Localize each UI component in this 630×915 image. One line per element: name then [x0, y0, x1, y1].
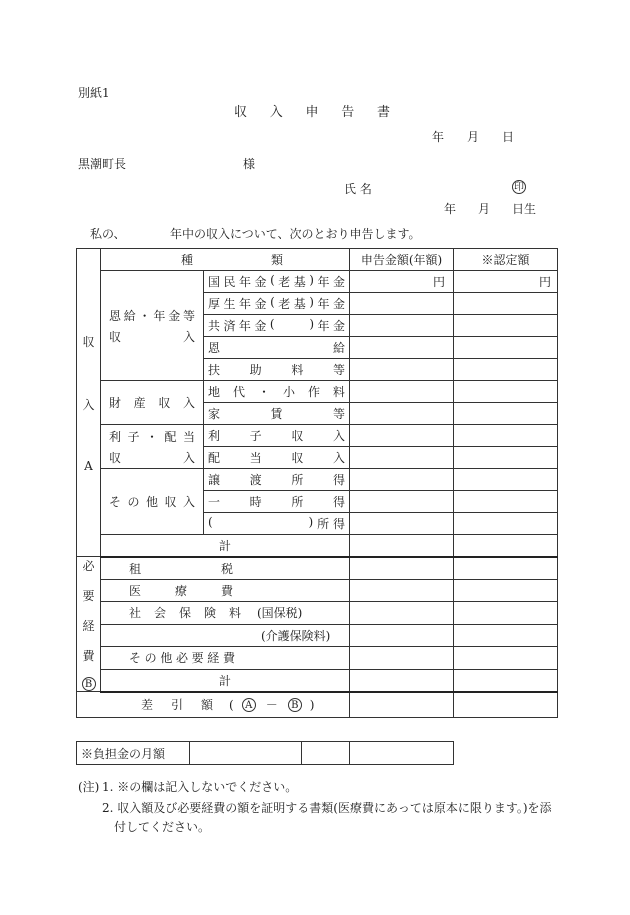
income-section-label: 収 入 A	[77, 249, 101, 557]
note-1: 1. ※の欄は記入しないでください。	[102, 780, 298, 794]
certified-cell	[454, 403, 558, 425]
certified-cell	[454, 491, 558, 513]
declared-cell[interactable]	[350, 557, 454, 580]
monthly-burden-label: ※負担金の月額	[77, 742, 190, 765]
certified-cell	[454, 425, 558, 447]
burden-cell	[190, 742, 302, 765]
attachment-label: 別紙1	[78, 86, 110, 100]
table-row	[77, 742, 454, 765]
item-mutual-pension: 共 済 年 金 ( ) 年 金	[204, 315, 350, 337]
item-custom-income: ( ) 所 得	[204, 513, 350, 535]
burden-cell	[350, 742, 454, 765]
certified-cell	[454, 579, 558, 602]
note-2-line-1: 2. 収入額及び必要経費の額を証明する書類(医療費にあっては原本に限ります。)を添	[102, 801, 552, 815]
certified-cell	[454, 669, 558, 692]
certified-cell	[454, 647, 558, 670]
note-2-line-2: 付してください。	[114, 820, 211, 834]
table-row	[77, 647, 558, 670]
form-title: 収 入 申 告 書	[234, 105, 390, 120]
income-subtotal-label: 計	[101, 535, 350, 557]
certified-cell	[454, 381, 558, 403]
declared-cell[interactable]	[350, 315, 454, 337]
name-label: 氏 名	[344, 182, 372, 196]
difference-label: 差 引 額 ( A － B )	[77, 692, 350, 718]
table-row	[77, 624, 558, 647]
item-employee-pension: 厚 生 年 金 ( 老 基 ) 年 金	[204, 293, 350, 315]
table-row	[77, 425, 558, 447]
honorific: 様	[243, 157, 256, 171]
item-house-rent: 家 賃 等	[204, 403, 350, 425]
expense-care-insurance: (介護保険料)	[101, 624, 350, 647]
expense-other: そ の 他 必 要 経 費	[101, 647, 350, 670]
item-dividend-income: 配 当 収 入	[204, 447, 350, 469]
declared-cell[interactable]	[350, 469, 454, 491]
certified-cell	[454, 692, 558, 718]
expense-section-label: 必 要 経 費 B	[77, 557, 101, 692]
declared-cell[interactable]	[350, 669, 454, 692]
expense-social-insurance: 社 会 保 険 料 (国保税)	[101, 602, 350, 625]
notes-prefix: (注)	[78, 780, 100, 794]
declared-cell[interactable]	[350, 513, 454, 535]
mark-b-icon: B	[288, 698, 302, 712]
expense-medical: 医 療 費	[101, 579, 350, 602]
declared-cell[interactable]	[350, 359, 454, 381]
certified-cell	[454, 557, 558, 580]
item-transfer-income: 譲 渡 所 得	[204, 469, 350, 491]
certified-cell	[454, 535, 558, 557]
declared-cell[interactable]	[350, 602, 454, 625]
item-survivor-benefit: 扶 助 料 等	[204, 359, 350, 381]
certified-cell	[454, 315, 558, 337]
intro-text: 年中の収入について、次のとおり申告します。	[170, 227, 421, 241]
submission-date: 年 月 日	[432, 130, 514, 144]
table-row	[77, 381, 558, 403]
declared-cell[interactable]	[350, 624, 454, 647]
expense-subtotal-row	[77, 669, 558, 692]
table-row	[77, 602, 558, 625]
property-group-label: 財 産 収 入	[101, 381, 204, 425]
certified-cell	[454, 602, 558, 625]
mark-a-icon: A	[242, 698, 256, 712]
income-subtotal-row	[77, 535, 558, 557]
declared-cell[interactable]	[350, 692, 454, 718]
declared-cell[interactable]	[350, 381, 454, 403]
certified-cell	[454, 447, 558, 469]
addressee: 黒潮町長	[78, 157, 127, 171]
declared-cell[interactable]	[350, 337, 454, 359]
mark-b-icon: B	[82, 677, 96, 691]
expense-subtotal-label: 計	[101, 669, 350, 692]
seal-icon: 印	[514, 182, 524, 193]
item-onkyu: 恩 給	[204, 337, 350, 359]
certified-cell	[454, 359, 558, 381]
declared-amount-header: 申告金額(年額)	[350, 249, 454, 271]
yen-unit: 円	[350, 271, 454, 293]
pension-group-label: 恩 給 ・ 年 金 等 収 入	[101, 271, 204, 381]
table-row	[77, 469, 558, 491]
intro-prefix: 私の、	[90, 227, 126, 241]
item-occasional-income: 一 時 所 得	[204, 491, 350, 513]
item-national-pension: 国 民 年 金 ( 老 基 ) 年 金	[204, 271, 350, 293]
declared-cell[interactable]	[350, 535, 454, 557]
declared-cell[interactable]	[350, 647, 454, 670]
monthly-burden-table	[76, 741, 454, 765]
certified-cell	[454, 469, 558, 491]
interest-group-label: 利 子 ・ 配 当 収 入	[101, 425, 204, 469]
certified-cell	[454, 293, 558, 315]
declared-cell[interactable]	[350, 491, 454, 513]
certified-cell	[454, 337, 558, 359]
declared-cell[interactable]	[350, 579, 454, 602]
declared-cell[interactable]	[350, 403, 454, 425]
table-header-row	[77, 249, 558, 271]
burden-cell	[302, 742, 350, 765]
expense-tax: 租 税	[101, 557, 350, 580]
income-declaration-table	[76, 248, 558, 718]
certified-amount-header: ※認定額	[454, 249, 558, 271]
table-row	[77, 557, 558, 580]
declared-cell[interactable]	[350, 447, 454, 469]
other-income-group-label: そ の 他 収 入	[101, 469, 204, 535]
table-row	[77, 271, 558, 293]
item-land-rent: 地 代 ・ 小 作 料	[204, 381, 350, 403]
item-interest-income: 利 子 収 入	[204, 425, 350, 447]
difference-row	[77, 692, 558, 718]
table-row	[77, 579, 558, 602]
type-header: 種 類	[101, 249, 350, 271]
declared-cell[interactable]	[350, 425, 454, 447]
yen-unit: 円	[454, 271, 558, 293]
birth-date: 年 月 日生	[444, 202, 536, 216]
certified-cell	[454, 513, 558, 535]
certified-cell	[454, 624, 558, 647]
declared-cell[interactable]	[350, 293, 454, 315]
